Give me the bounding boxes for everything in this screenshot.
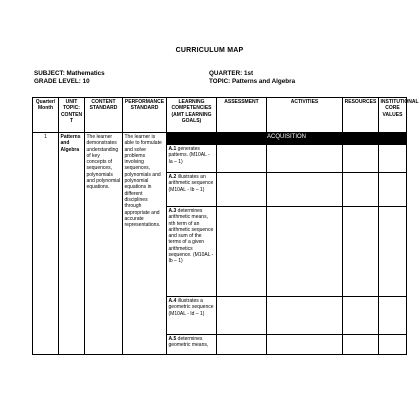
assessment-cell [217, 145, 267, 173]
header-performance-standard: PERFORMANCE STANDARD [123, 98, 167, 133]
activities-cell [267, 297, 343, 335]
competency-text: determines arithmetic means, nth term of an arithmetic sequence and sum of the terms of a given arithmetics sequence. (M10AL - Ib – 1) [168, 208, 214, 265]
activities-cell [267, 207, 343, 297]
competency-cell [167, 173, 217, 207]
competency-text: illustrates an arithmetic sequence (M10AL - Ib – 1) [168, 174, 214, 193]
header-row [33, 98, 407, 133]
competency-code: A.1 [168, 146, 177, 152]
competency-text: determines geometric means, [168, 336, 209, 349]
header-content-standard: CONTENT STANDARD [85, 98, 123, 133]
competency-code: A.4 [168, 298, 177, 304]
header-activities: ACTIVITIES [267, 98, 343, 133]
header-resources: RESOURCES [343, 98, 379, 133]
topic-label: TOPIC: Patterns and Algebra [209, 78, 296, 85]
competency-cell [167, 297, 217, 335]
table-row [33, 133, 407, 145]
core-values-cell [379, 297, 407, 335]
content-standard-cell: The learner demonstrates understanding of key concepts of sequences, polynomials and polynomial equations. [85, 133, 123, 355]
header-core-values: INSTITUTIONAL CORE VALUES [379, 98, 407, 133]
competency-text: generates patterns. (M10AL - Ia – 1) [168, 146, 210, 165]
resources-cell [343, 297, 379, 335]
core-values-cell [379, 173, 407, 207]
competency-code: A.2 [168, 174, 177, 180]
resources-cell [343, 173, 379, 207]
unit-topic-cell: Patterns and Algebra [59, 133, 85, 355]
header-unit-topic: UNIT TOPIC: CONTEN T [59, 98, 85, 133]
quarter-topic-block [209, 70, 295, 86]
competency-cell [167, 207, 217, 297]
assessment-cell [217, 335, 267, 355]
subject-grade-block [34, 70, 105, 86]
header-learning-competencies: LEARNING COMPETENCIES (AMT LEARNING GOALS) [167, 98, 217, 133]
activities-cell [267, 335, 343, 355]
quarter-label: QUARTER: 1st [209, 70, 254, 77]
core-values-cell [379, 145, 407, 173]
performance-standard-cell: The learner is able to formulate and solve problems involving sequences, polynomials and polynomial equations in different disciplines through appropriate and accurate representations. [123, 133, 167, 355]
activities-cell [267, 173, 343, 207]
assessment-cell [217, 297, 267, 335]
header-assessment: ASSESSMENT [217, 98, 267, 133]
competency-cell [167, 145, 217, 173]
resources-cell [343, 207, 379, 297]
competency-code: A.3 [168, 208, 177, 214]
quarter-cell: 1 [33, 133, 59, 355]
competency-cell [167, 335, 217, 355]
core-values-cell [379, 335, 407, 355]
activities-cell [267, 145, 343, 173]
competency-text: illustrates a geometric sequence (M10AL - Id – 1) [168, 298, 214, 317]
curriculum-map-table [32, 97, 419, 355]
grade-level-label: GRADE LEVEL: 10 [34, 78, 90, 85]
header-quarter: Quarter/ Month [33, 98, 59, 133]
acquisition-section-bar: ACQUISITION [167, 133, 407, 145]
subject-label: SUBJECT: Mathematics [34, 70, 105, 77]
core-values-cell [379, 207, 407, 297]
competency-code: A.5 [168, 336, 177, 342]
document-title: CURRICULUM MAP [175, 47, 244, 54]
resources-cell [343, 335, 379, 355]
assessment-cell [217, 207, 267, 297]
assessment-cell [217, 173, 267, 207]
resources-cell [343, 145, 379, 173]
